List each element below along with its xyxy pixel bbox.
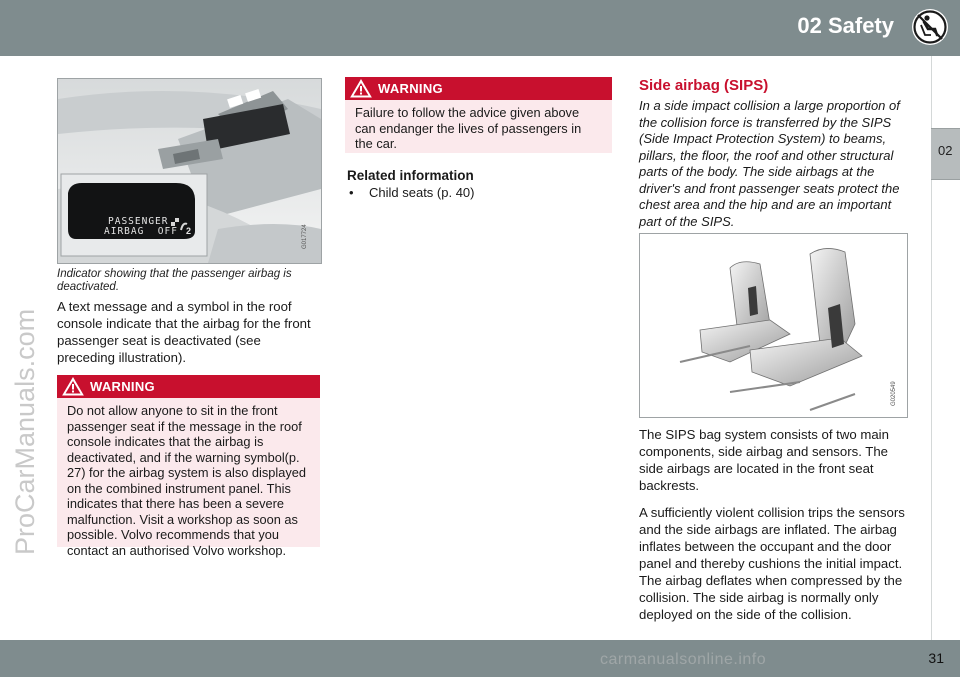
warning-header [345,77,612,100]
page-number: 31 [928,650,944,666]
side-airbag-seats-figure [639,233,908,418]
watermark-bottom: carmanualsonline.info [600,651,767,668]
indicator-text: A text message and a symbol in the roof console indicate that the airbag for the front passenger seat is deactivated (see preceding illustration). [57,299,311,365]
sips-intro: In a side impact collision a large proportion of the collision force is transferred by the SIPS (Side Impact Protection System) to beams, pillars, the floor, the roof and other structural parts of the body. The side airbags at the driver's and front passenger seats protect the chest area and the hip and are an important part of the SIPS. [639,98,900,229]
warning-box-left [57,375,320,558]
warning-triangle-icon [62,377,84,396]
related-information-title: Related information [347,168,474,183]
sips-paragraph-1: The SIPS bag system consists of two main components, side airbag and sensors. The side airbags are located in the front seat backrests. [639,427,889,493]
sips-paragraph-2: A sufficiently violent collision trips the sensors and the side airbags are inflated. The airbag inflates between the occupant and the door panel and thereby cushions the initial impact. The airbag deflates when compressed by the collision. The side airbag is normally only deployed on the side of the collision. [639,505,905,622]
warning-header [57,375,320,398]
watermark-left: ProCarManuals.com [10,308,40,555]
page-footer [0,640,960,677]
seats-illustration [640,234,907,417]
indicator-paragraph [57,298,322,376]
figure-code: G020549 [891,381,897,406]
warning-label: WARNING [90,379,155,394]
related-link-child-seats[interactable] [349,185,475,200]
warning-box-middle [345,77,612,153]
warning-label: WARNING [378,81,443,96]
bullet: • [349,185,354,200]
figure-code: G017724 [302,224,308,249]
figure-caption: Indicator showing that the passenger airbag is deactivated. [57,268,292,293]
warning-text: Do not allow anyone to sit in the front passenger seat if the message in the roof console indicates that the airbag is deactivated, and if the warning symbol(p. 27) for the airbag system is also displayed on the combined instrument panel. This indicates that there has been a severe malfunction. Visit a workshop as soon as possible. Volvo recommends that you contact an authorised Volvo workshop. [67,403,306,558]
passenger-display-line1: PASSENGER [108,216,169,227]
warning-text: Failure to follow the advice given above can endanger the lives of passengers in the car. [355,105,582,151]
airbag-off-icon [906,5,954,49]
sips-body [639,426,911,633]
passenger-display-line2: AIRBAG OFF [104,226,178,237]
chapter-tab-label: 02 [938,143,953,158]
airbag-indicator-figure [57,78,322,264]
display-badge: 2 [186,226,192,236]
warning-triangle-icon [350,79,372,98]
related-link-text[interactable]: Child seats (p. 40) [369,185,475,200]
section-heading: Side airbag (SIPS) [639,77,769,94]
chapter-title: 02 Safety [797,13,894,38]
